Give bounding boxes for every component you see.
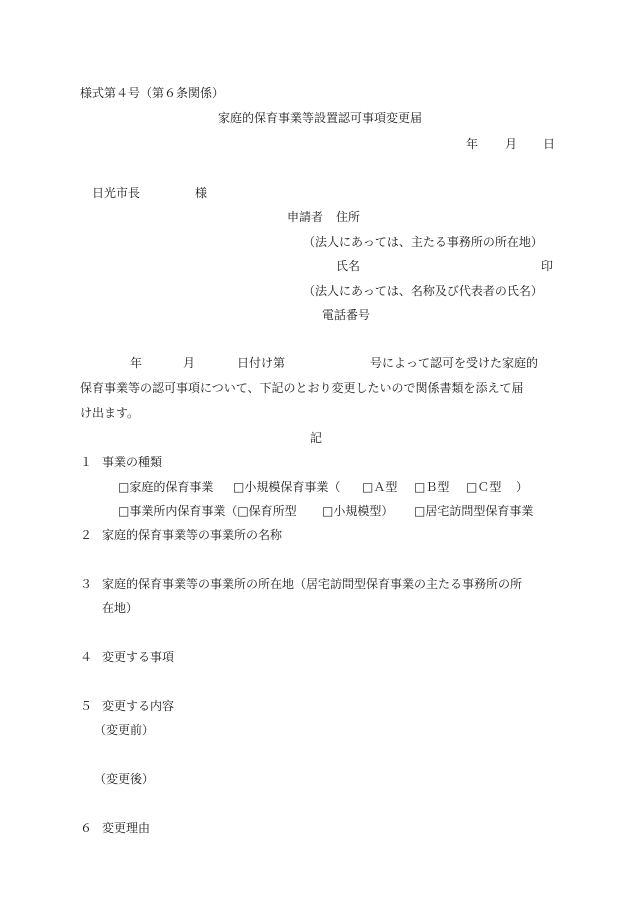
address-label: 住所 bbox=[336, 210, 361, 224]
body-year: 年 bbox=[130, 356, 143, 370]
option-type-b[interactable]: □Ｂ型 bbox=[414, 480, 450, 494]
body-line1-rest: 号によって認可を受けた家庭的 bbox=[370, 356, 539, 370]
item-6 bbox=[80, 820, 150, 836]
item-2-label: 家庭的保育事業等の事業所の名称 bbox=[102, 528, 283, 542]
item-5-number: ５ bbox=[80, 699, 93, 713]
phone-label: 電話番号 bbox=[322, 308, 371, 322]
before-change-label: （変更前） bbox=[94, 723, 155, 737]
item-3-label-continued: 在地） bbox=[102, 601, 139, 615]
item-3 bbox=[80, 576, 522, 592]
date-day-label: 日 bbox=[543, 137, 556, 151]
addressee-name: 日光市長 bbox=[92, 186, 141, 200]
item-5-label: 変更する内容 bbox=[102, 699, 175, 713]
ki-heading: 記 bbox=[310, 431, 323, 445]
option-type-c[interactable]: □Ｃ型 bbox=[466, 480, 502, 494]
option-kyotaku[interactable]: □居宅訪問型保育事業 bbox=[414, 504, 534, 518]
applicant-label: 申請者 bbox=[287, 210, 324, 224]
body-month: 月 bbox=[183, 356, 196, 370]
form-number: 様式第４号（第６条関係） bbox=[80, 86, 225, 100]
item-6-number: ６ bbox=[80, 821, 93, 835]
item-4-number: ４ bbox=[80, 650, 93, 664]
document-title: 家庭的保育事業等設置認可事項変更届 bbox=[217, 111, 422, 125]
option-type-a[interactable]: □Ａ型 bbox=[362, 480, 398, 494]
name-note: （法人にあっては、名称及び代表者の氏名） bbox=[303, 284, 543, 298]
option-katei[interactable]: □家庭的保育事業 bbox=[118, 480, 214, 494]
body-dated-no: 日付け第 bbox=[237, 356, 286, 370]
item-6-label: 変更理由 bbox=[102, 821, 151, 835]
option-jigyosho[interactable]: □事業所内保育事業（□保育所型 bbox=[118, 504, 297, 518]
option-shokibo-type[interactable]: □小規模型） bbox=[322, 504, 394, 518]
item-1-number: １ bbox=[80, 455, 93, 469]
addressee-honorific: 様 bbox=[195, 186, 208, 200]
item-2-number: ２ bbox=[80, 528, 93, 542]
item-2 bbox=[80, 527, 282, 543]
address-note: （法人にあっては、主たる事務所の所在地） bbox=[303, 235, 543, 249]
date-month-label: 月 bbox=[505, 137, 518, 151]
option-shokibo[interactable]: □小規模保育事業（ bbox=[233, 480, 341, 494]
item-4-label: 変更する事項 bbox=[102, 650, 175, 664]
name-label: 氏名 bbox=[336, 259, 361, 273]
item-5 bbox=[80, 698, 174, 714]
date-year-label: 年 bbox=[466, 137, 479, 151]
item-3-number: ３ bbox=[80, 577, 93, 591]
after-change-label: （変更後） bbox=[94, 772, 155, 786]
option-row1-close: ） bbox=[516, 480, 529, 494]
body-line2: 保育事業等の認可事項について、下記のとおり変更したいので関係書類を添えて届 bbox=[80, 381, 524, 395]
item-1-label: 事業の種類 bbox=[102, 455, 163, 469]
item-1 bbox=[80, 454, 162, 470]
item-4 bbox=[80, 649, 174, 665]
item-3-label: 家庭的保育事業等の事業所の所在地（居宅訪問型保育事業の主たる事務所の所 bbox=[102, 577, 523, 591]
seal-mark: 印 bbox=[541, 259, 554, 273]
body-line3: け出ます。 bbox=[80, 406, 140, 420]
